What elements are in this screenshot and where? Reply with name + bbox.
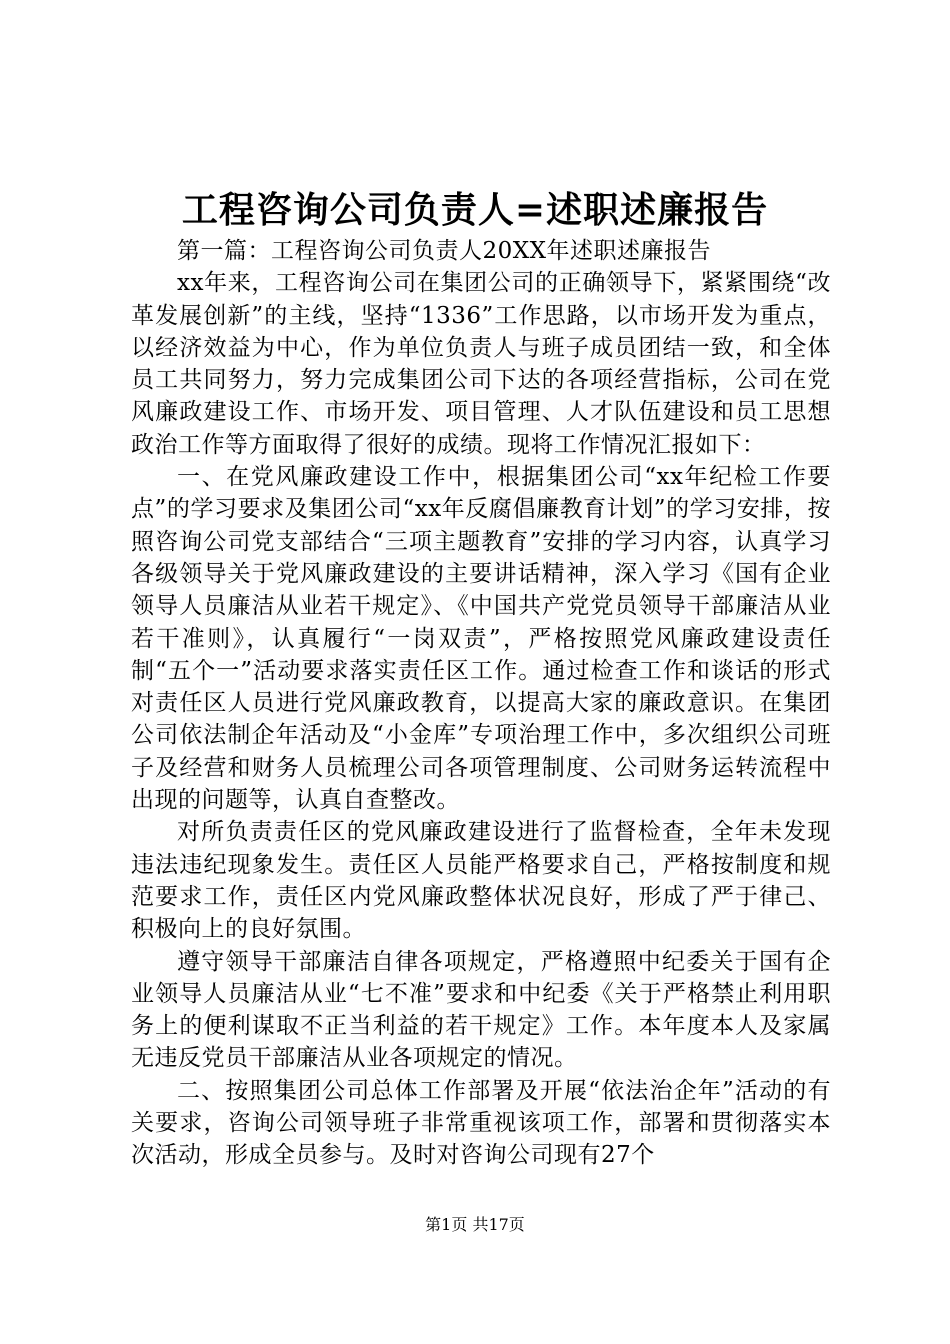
paragraph-section-two: 二、按照集团公司总体工作部署及开展“依法治企年”活动的有关要求，咨询公司领导班子非常重视该项工作，部署和贯彻落实本次活动，形成全员参与。及时对咨询公司现有27个 — [131, 1077, 831, 1169]
paragraph-supervision: 对所负责责任区的党风廉政建设进行了监督检查，全年未发现违法违纪现象发生。责任区人员能严格要求自己，严格按制度和规范要求工作，责任区内党风廉政整体状况良好，形成了严于律己、积极向上的良好氛围。 — [131, 819, 831, 943]
paragraph-intro: xx年来，工程咨询公司在集团公司的正确领导下，紧紧围绕“改革发展创新”的主线，坚持“1336”工作思路，以市场开发为重点，以经济效益为中心，作为单位负责人与班子成员团结一致，和全体员工共同努力，努力完成集团公司下达的各项经营指标，公司在党风廉政建设工作、市场开发、项目管理、人才队伍建设和员工思想政治工作等方面取得了很好的成绩。现将工作情况汇报如下： — [131, 270, 831, 458]
paragraph-self-discipline: 遵守领导干部廉洁自律各项规定，严格遵照中纪委关于国有企业领导人员廉洁从业“七不准”要求和中纪委《关于严格禁止利用职务上的便利谋取不正当利益的若干规定》工作。本年度本人及家属无违反党员干部廉洁从业各项规定的情况。 — [131, 948, 831, 1072]
paragraph-section-one: 一、在党风廉政建设工作中，根据集团公司“xx年纪检工作要点”的学习要求及集团公司“xx年反腐倡廉教育计划”的学习安排，按照咨询公司党支部结合“三项主题教育”安排的学习内容，认真学习各级领导关于党风廉政建设的主要讲话精神，深入学习《国有企业领导人员廉洁从业若干规定》、《中国共产党党员领导干部廉洁从业若干准则》，认真履行“一岗双责”，严格按照党风廉政建设责任制“五个一”活动要求落实责任区工作。通过检查工作和谈话的形式对责任区人员进行党风廉政教育，以提高大家的廉政意识。在集团公司依法制企年活动及“小金库”专项治理工作中，多次组织公司班子及经营和财务人员梳理公司各项管理制度、公司财务运转流程中出现的问题等，认真自查整改。 — [131, 464, 831, 814]
paragraph-subtitle: 第一篇：工程咨询公司负责人20XX年述职述廉报告 — [177, 238, 712, 264]
document-body — [131, 235, 831, 1172]
document-title: 工程咨询公司负责人=述职述廉报告 — [181, 189, 769, 231]
page-footer: 第1页 共17页 — [425, 1215, 525, 1234]
